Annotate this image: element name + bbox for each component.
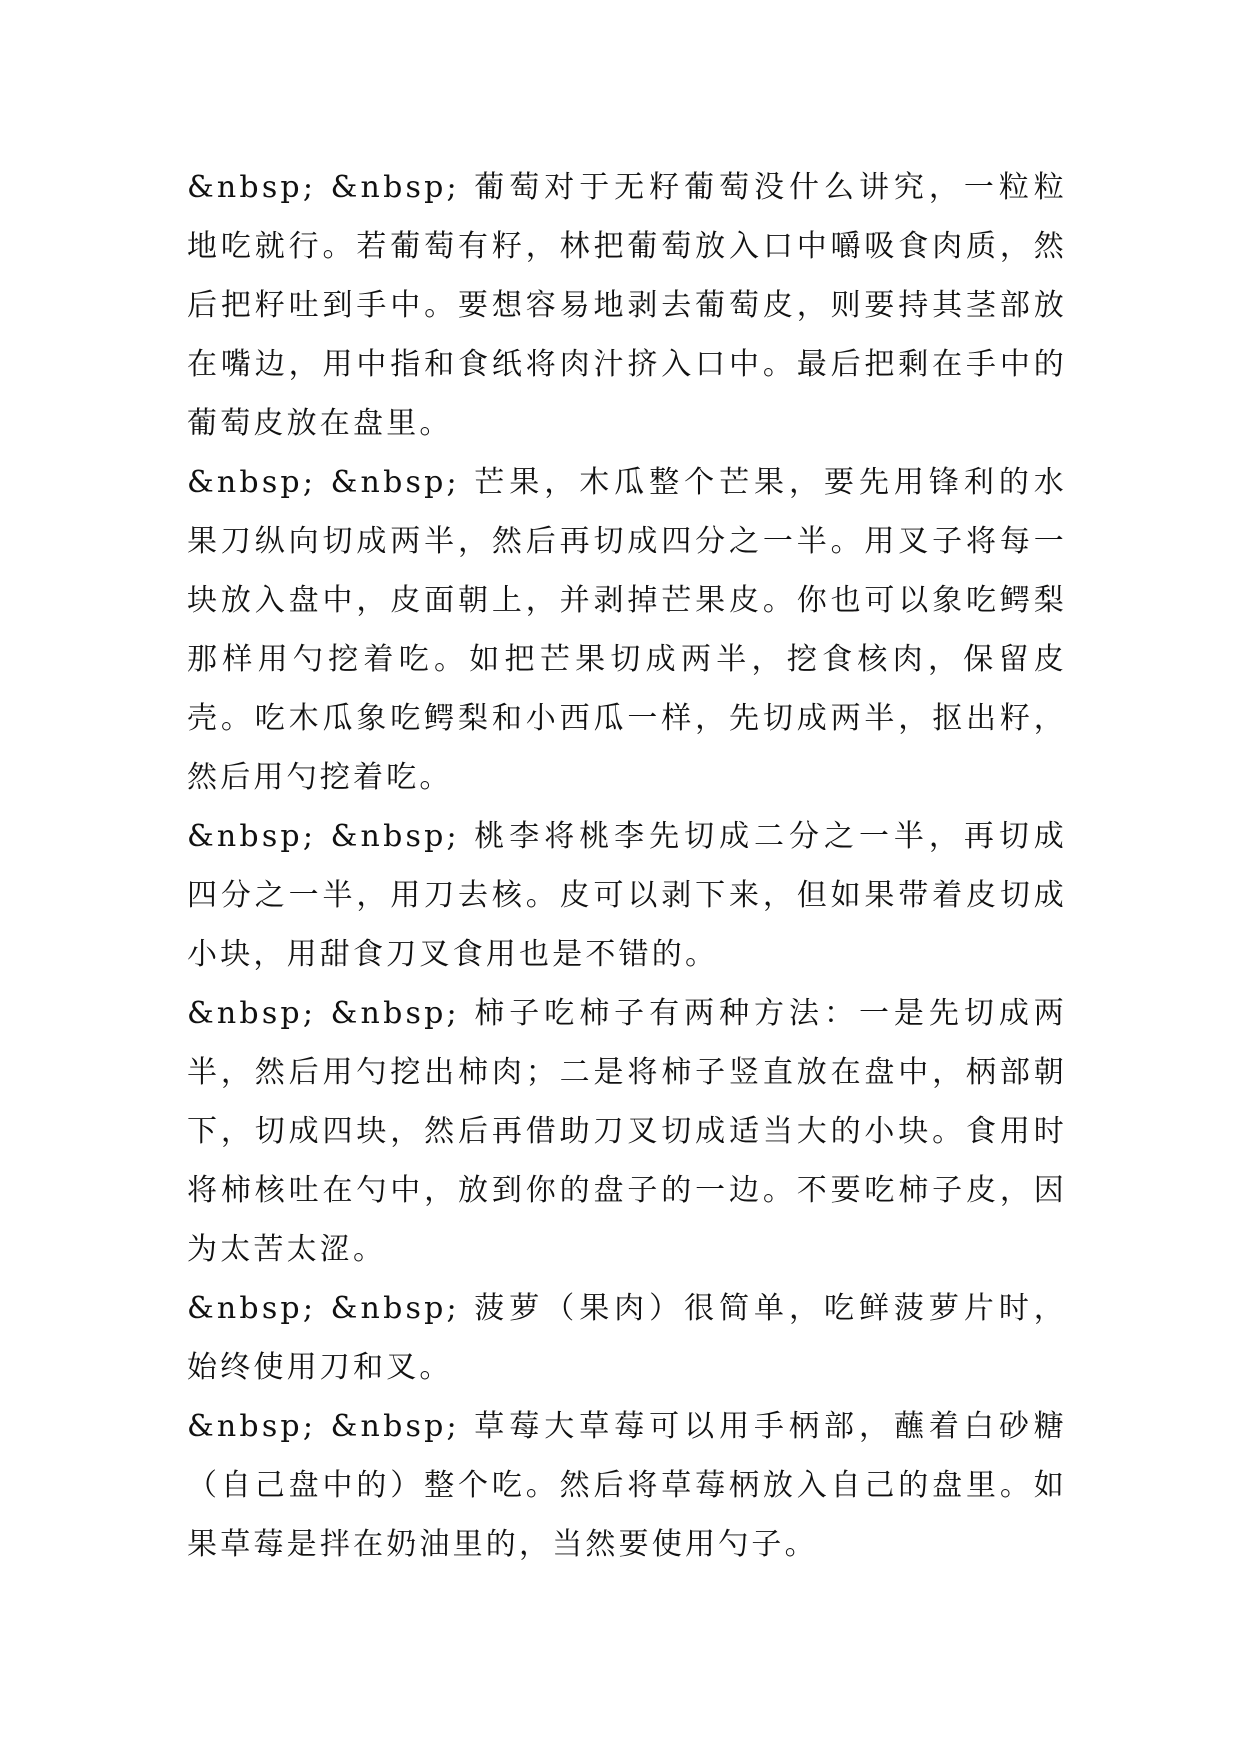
paragraph-peach-plum: &nbsp; &nbsp; 桃李将桃李先切成二分之一半，再切成四分之一半，用刀去核。皮可以剥下来，但如果带着皮切成小块，用甜食刀叉食用也是不错的。	[187, 819, 1067, 972]
document-body	[187, 158, 1067, 1574]
paragraph-strawberry: &nbsp; &nbsp; 草莓大草莓可以用手柄部，蘸着白砂糖（自己盘中的）整个吃。然后将草莓柄放入自己的盘里。如果草莓是拌在奶油里的，当然要使用勺子。	[187, 1409, 1067, 1562]
paragraph-grapes: &nbsp; &nbsp; 葡萄对于无籽葡萄没什么讲究，一粒粒地吃就行。若葡萄有籽，林把葡萄放入口中嚼吸食肉质，然后把籽吐到手中。要想容易地剥去葡萄皮，则要持其茎部放在嘴边，用中指和食纸将肉汁挤入口中。最后把剩在手中的葡萄皮放在盘里。	[187, 170, 1067, 441]
paragraph-persimmon: &nbsp; &nbsp; 柿子吃柿子有两种方法：一是先切成两半，然后用勺挖出柿肉；二是将柿子竖直放在盘中，柄部朝下，切成四块，然后再借助刀叉切成适当大的小块。食用时将柿核吐在勺中，放到你的盘子的一边。不要吃柿子皮，因为太苦太涩。	[187, 996, 1067, 1267]
paragraph-pineapple: &nbsp; &nbsp; 菠萝（果肉）很简单，吃鲜菠萝片时，始终使用刀和叉。	[187, 1291, 1067, 1385]
paragraph-mango-papaya: &nbsp; &nbsp; 芒果，木瓜整个芒果，要先用锋利的水果刀纵向切成两半，然后再切成四分之一半。用叉子将每一块放入盘中，皮面朝上，并剥掉芒果皮。你也可以象吃鳄梨那样用勺挖着吃。如把芒果切成两半，挖食核肉，保留皮壳。吃木瓜象吃鳄梨和小西瓜一样，先切成两半，抠出籽，然后用勺挖着吃。	[187, 465, 1067, 795]
